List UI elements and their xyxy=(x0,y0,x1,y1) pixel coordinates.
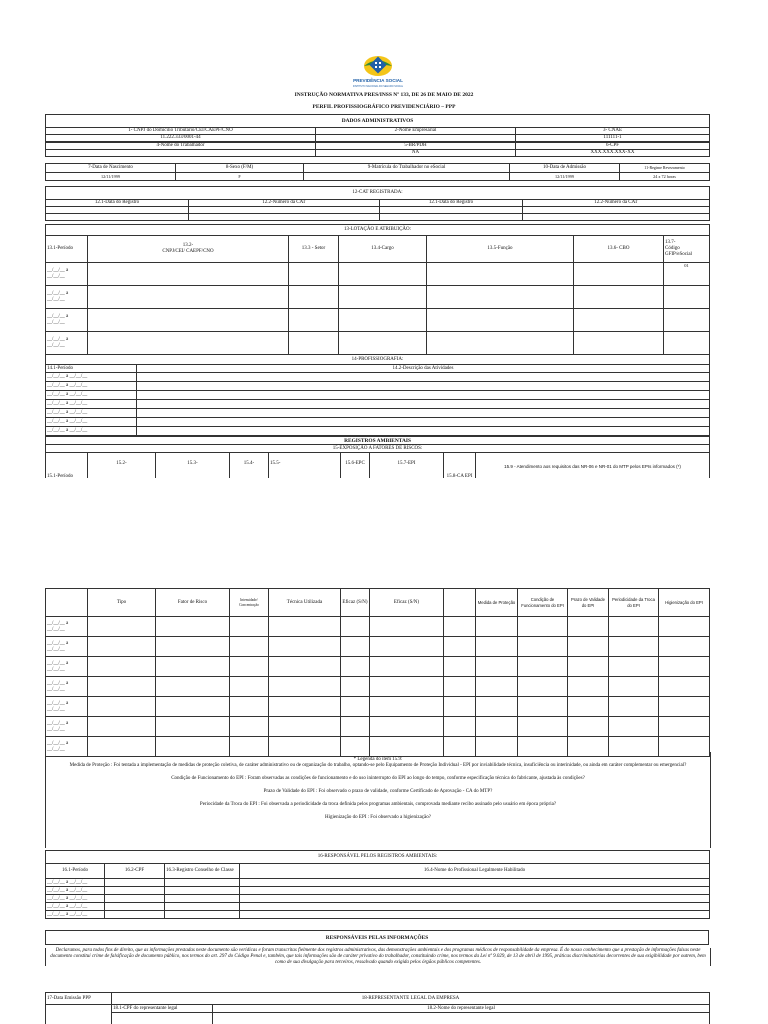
representante-legal-heading: 18-REPRESENTANTE LEGAL DA EMPRESA xyxy=(112,993,710,1005)
data-nascimento-label: 7-Data de Nascimento xyxy=(46,164,176,173)
lotacao-cnpj-header: 13.2- CNPJ/CEI/ CAEPF/CNO xyxy=(88,236,289,263)
registros-row-periodo: __/__/__ a __/__/__ xyxy=(46,637,88,657)
data-admissao-label: 10-Data de Admissão xyxy=(510,164,620,173)
sexo-value: F xyxy=(176,173,304,181)
registros-row-periodo: __/__/__ a __/__/__ xyxy=(46,697,88,717)
registros-fator-num: 15.3- xyxy=(156,453,230,479)
responsavel-row-periodo: __/__/__ a __/__/__ xyxy=(46,887,105,895)
registros-atendimento-header: 15.9 - Atendimento aos requisitos das NR-06 e NR-01 do MTP pelos EPIs informados (*) xyxy=(476,453,710,479)
nome-empresarial-label: 2-Nome Empresarial xyxy=(316,128,516,135)
previdencia-social-logo xyxy=(350,53,406,91)
cnpj-value: 11.222.333/0001-44 xyxy=(46,135,316,142)
legenda-prazo-validade: Prazo de Validade do EPI : Foi observado o prazo de validade, conforme Certificado de Aprovação - CA do MTP? xyxy=(263,789,493,794)
responsavel-heading: 16-RESPONSÁVEL PELOS REGISTROS AMBIENTAIS: xyxy=(46,851,710,864)
responsavel-row-periodo: __/__/__ a __/__/__ xyxy=(46,903,105,911)
legenda-periodicidade: Periocidade da Troca do EPI : Foi observada a periodicidade da troca definida pelos programas ambientais, comprovada mediante recibo assinado pelo usuário em época própria? xyxy=(199,802,557,807)
registros-epc-num: 15.6-EPC xyxy=(341,453,370,479)
registros-ca-epi-header: 15.8-CA EPI xyxy=(444,453,476,479)
profissiografia-row-periodo: __/__/__ a __/__/__ xyxy=(46,382,137,391)
registros-periodo-header: 15.1-Período xyxy=(46,453,88,479)
responsavel-row-periodo: __/__/__ a __/__/__ xyxy=(46,895,105,903)
ppp-title: PERFIL PROFISSIOGRÁFICO PREVIDENCIÁRIO – PPP xyxy=(312,104,456,110)
registros-tipo-header: Tipo xyxy=(88,589,156,617)
br-pdh-label: 5-BR/PDH xyxy=(316,143,516,150)
nome-trabalhador-value xyxy=(46,150,316,157)
registros-epi-num: 15.7-EPI xyxy=(370,453,444,479)
registros-ambientais-table xyxy=(45,588,710,757)
legenda-title: * Legenda do item 15.9: xyxy=(353,757,403,762)
dados-administrativos-heading: DADOS ADMINISTRATIVOS xyxy=(46,115,710,128)
legenda-medida-protecao: Medida de Proteção : Foi tentada a implementação de medidas de proteção coletiva, de caráter administrativo ou de organização do trabalho, optando-se pelo Equipamento de Proteção Individual - EPI por inviabilidade técnica, insuficiência ou interinidade, ou ainda em caráter complementar ou emergencial? xyxy=(69,763,687,768)
registros-row-periodo: __/__/__ a __/__/__ xyxy=(46,717,88,737)
cat-numero-label-1: 12.2-Número da CAT xyxy=(189,200,380,207)
data-emissao-value xyxy=(46,1005,112,1024)
responsavel-conselho-header: 16.3-Registro Conselho de Classe xyxy=(165,864,240,879)
page-gap xyxy=(0,478,768,588)
matricula-value xyxy=(304,173,510,181)
registros-row-periodo: __/__/__ a __/__/__ xyxy=(46,677,88,697)
profissiografia-periodo-header: 14.1-Período xyxy=(46,365,137,373)
dados-pessoais-table xyxy=(45,163,710,181)
registros-ambientais-top xyxy=(45,436,710,478)
registros-tecnica-header: Técnica Utilizada xyxy=(269,589,341,617)
registros-row-periodo: __/__/__ a __/__/__ xyxy=(46,657,88,677)
cpf-label: 6-CPF xyxy=(516,143,710,150)
registros-condicao-header: Condição de Funcionamento do EPI xyxy=(518,589,568,617)
exposicao-riscos-heading: 15-EXPOSIÇÃO A FATORES DE RISCOS: xyxy=(46,445,710,453)
representante-legal-table xyxy=(45,992,710,1024)
profissiografia-row-periodo: __/__/__ a __/__/__ xyxy=(46,427,137,436)
legenda-15-9 xyxy=(45,752,711,848)
cat-data-registro-label-2: 12.1-Data do Registro xyxy=(380,200,523,207)
registros-tecnica-num: 15.5- xyxy=(269,453,341,479)
profissiografia-row-periodo: __/__/__ a __/__/__ xyxy=(46,418,137,427)
cnpj-label: 1- CNPJ do Domicílio Tributário/CEI/CAEPF/CNO xyxy=(46,128,316,135)
responsavel-row-periodo: __/__/__ a __/__/__ xyxy=(46,879,105,887)
registros-prazo-header: Prazo de Validade do EPI xyxy=(568,589,609,617)
declaracao-text: Declaramos, para todos fins de direito, que as informações prestadas neste documento são verídicas e foram transcritas fielmente dos registros administrativos, das demonstrações ambientais e dos programas médicos de responsabilidade da empresa. É do nosso conhecimento que a prestação de informações falsas neste documento constitui crime de falsificação de documento público, nos termos do art. 297 do Código Penal e, também, que tais informações são de caráter privativo do trabalhador, constituindo crime, nos termos da Lei nº 9.029, de 13 de abril de 1995, práticas discriminatórias decorrentes de sua exigibilidade por outrem, bem como de sua divulgação para terceiros, ressalvado quando exigida pelos órgãos públicos competentes. xyxy=(45,948,711,966)
nome-representante-label: 18.2-Nome do representante legal xyxy=(213,1005,710,1013)
responsavel-periodo-header: 16.1-Período xyxy=(46,864,105,879)
registros-intensidade-header: Intensidade/ Concentração xyxy=(230,589,269,617)
profissiografia-row-periodo: __/__/__ a __/__/__ xyxy=(46,400,137,409)
lotacao-cbo-header: 13.6- CBO xyxy=(574,236,664,263)
responsaveis-informacoes-heading: RESPONSÁVEIS PELAS INFORMAÇÕES xyxy=(46,931,709,945)
lotacao-gfip-header: 13.7- Código GFIP/eSocial xyxy=(664,236,710,263)
lotacao-cargo-header: 13.4-Cargo xyxy=(339,236,427,263)
registros-periodicidade-header: Periodicidade da Troca do EPI xyxy=(609,589,659,617)
legenda-higienizacao: Higienização do EPI : Foi observado a higienização? xyxy=(325,815,431,820)
cat-heading: 12-CAT REGISTRADA: xyxy=(46,187,710,200)
nome-empresarial-value xyxy=(316,135,516,142)
profissiografia-row-periodo: __/__/__ a __/__/__ xyxy=(46,391,137,400)
registros-intensidade-num: 15.4- xyxy=(230,453,269,479)
registros-epi-eficaz-header: Eficaz (S/N) xyxy=(370,589,444,617)
br-pdh-value: NA xyxy=(316,150,516,157)
profissiografia-row-periodo: __/__/__ a __/__/__ xyxy=(46,373,137,382)
cpf-value: XXX.XXX.XXX-XX xyxy=(516,150,710,157)
profissiografia-heading: 14-PROFISSIOGRAFIA: xyxy=(46,355,710,365)
regime-revezamento-value: 24 x 72 horas xyxy=(620,173,710,181)
cat-numero-label-2: 12.2-Número da CAT xyxy=(523,200,710,207)
lotacao-row-periodo: __/__/__ a __/__/__ xyxy=(46,263,88,286)
lotacao-row-periodo: __/__/__ a __/__/__ xyxy=(46,286,88,309)
profissiografia-row-periodo: __/__/__ a __/__/__ xyxy=(46,409,137,418)
svg-text:INSTITUTO NACIONAL DO SEGURO S: INSTITUTO NACIONAL DO SEGURO SOCIAL xyxy=(352,85,404,88)
svg-text:PREVIDÊNCIA SOCIAL: PREVIDÊNCIA SOCIAL xyxy=(353,78,403,83)
cpf-representante-value xyxy=(112,1013,213,1024)
responsavel-registros-table xyxy=(45,850,710,919)
responsavel-nome-header: 16.4-Nome do Profissional Legalmente Habilitado xyxy=(240,864,710,879)
matricula-label: 9-Matrícula do Trabalhador no eSocial xyxy=(304,164,510,173)
data-nascimento-value: 12/11/1999 xyxy=(46,173,176,181)
data-admissao-value: 12/11/1999 xyxy=(510,173,620,181)
registros-row-periodo: __/__/__ a __/__/__ xyxy=(46,617,88,637)
cnae-value: 111111-1 xyxy=(516,135,710,142)
legenda-condicao-funcionamento: Condição de Funcionamento do EPI : Foram observadas as condições de funcionamento e do uso ininterrupto do EPI ao longo do tempo, conforme especificação técnica do fabricante, ajustada às condições? xyxy=(171,776,585,781)
cat-data-registro-label-1: 12.1-Data do Registro xyxy=(46,200,189,207)
lotacao-row-periodo: __/__/__ a __/__/__ xyxy=(46,332,88,355)
nome-representante-value xyxy=(213,1013,710,1024)
data-emissao-label: 17-Data Emissão PPP xyxy=(46,993,112,1005)
profissiografia-table xyxy=(45,354,710,436)
lotacao-gfip-value: 01 xyxy=(664,263,710,286)
profissiografia-descricao-header: 14.2-Descrição das Atividades xyxy=(137,365,710,373)
regime-revezamento-label: 11-Regime Revezamento xyxy=(620,164,710,173)
trabalhador-table xyxy=(45,142,710,157)
ppp-page-1 xyxy=(0,0,768,478)
sexo-label: 8-Sexo (F/M) xyxy=(176,164,304,173)
dados-administrativos-table xyxy=(45,114,710,142)
lotacao-funcao-header: 13.5-Função xyxy=(427,236,574,263)
registros-ambientais-heading: REGISTROS AMBIENTAIS xyxy=(46,437,710,445)
responsavel-cpf-header: 16.2-CPF xyxy=(105,864,165,879)
lotacao-row-periodo: __/__/__ a __/__/__ xyxy=(46,309,88,332)
ppp-page-2 xyxy=(0,588,768,1024)
lotacao-heading: 13-LOTAÇÃO E ATRIBUIÇÃO: xyxy=(46,225,710,236)
lotacao-setor-header: 13.3 - Setor xyxy=(289,236,339,263)
nome-trabalhador-label: 4-Nome do Trabalhador xyxy=(46,143,316,150)
lotacao-periodo-header: 13.1-Período xyxy=(46,236,88,263)
responsavel-row-periodo: __/__/__ a __/__/__ xyxy=(46,911,105,919)
registros-row-periodo: __/__/__ a __/__/__ xyxy=(46,737,88,757)
lotacao-table xyxy=(45,224,710,355)
registros-tipo-num: 15.2- xyxy=(88,453,156,479)
instrucao-normativa-title: INSTRUÇÃO NORMATIVA PRES/INSS Nº 133, DE 26 DE MAIO DE 2022 xyxy=(294,92,474,98)
cat-table xyxy=(45,186,710,221)
responsaveis-informacoes-header xyxy=(45,930,709,945)
registros-medida-protecao-header: Medida de Proteção xyxy=(476,589,518,617)
registros-fator-header: Fator de Risco xyxy=(156,589,230,617)
cpf-representante-label: 18.1-CPF do representante legal xyxy=(112,1005,213,1013)
registros-higienizacao-header: Higienização do EPI xyxy=(659,589,710,617)
registros-epc-eficaz-header: Eficaz (S/N) xyxy=(341,589,370,617)
cnae-label: 3- CNAE xyxy=(516,128,710,135)
